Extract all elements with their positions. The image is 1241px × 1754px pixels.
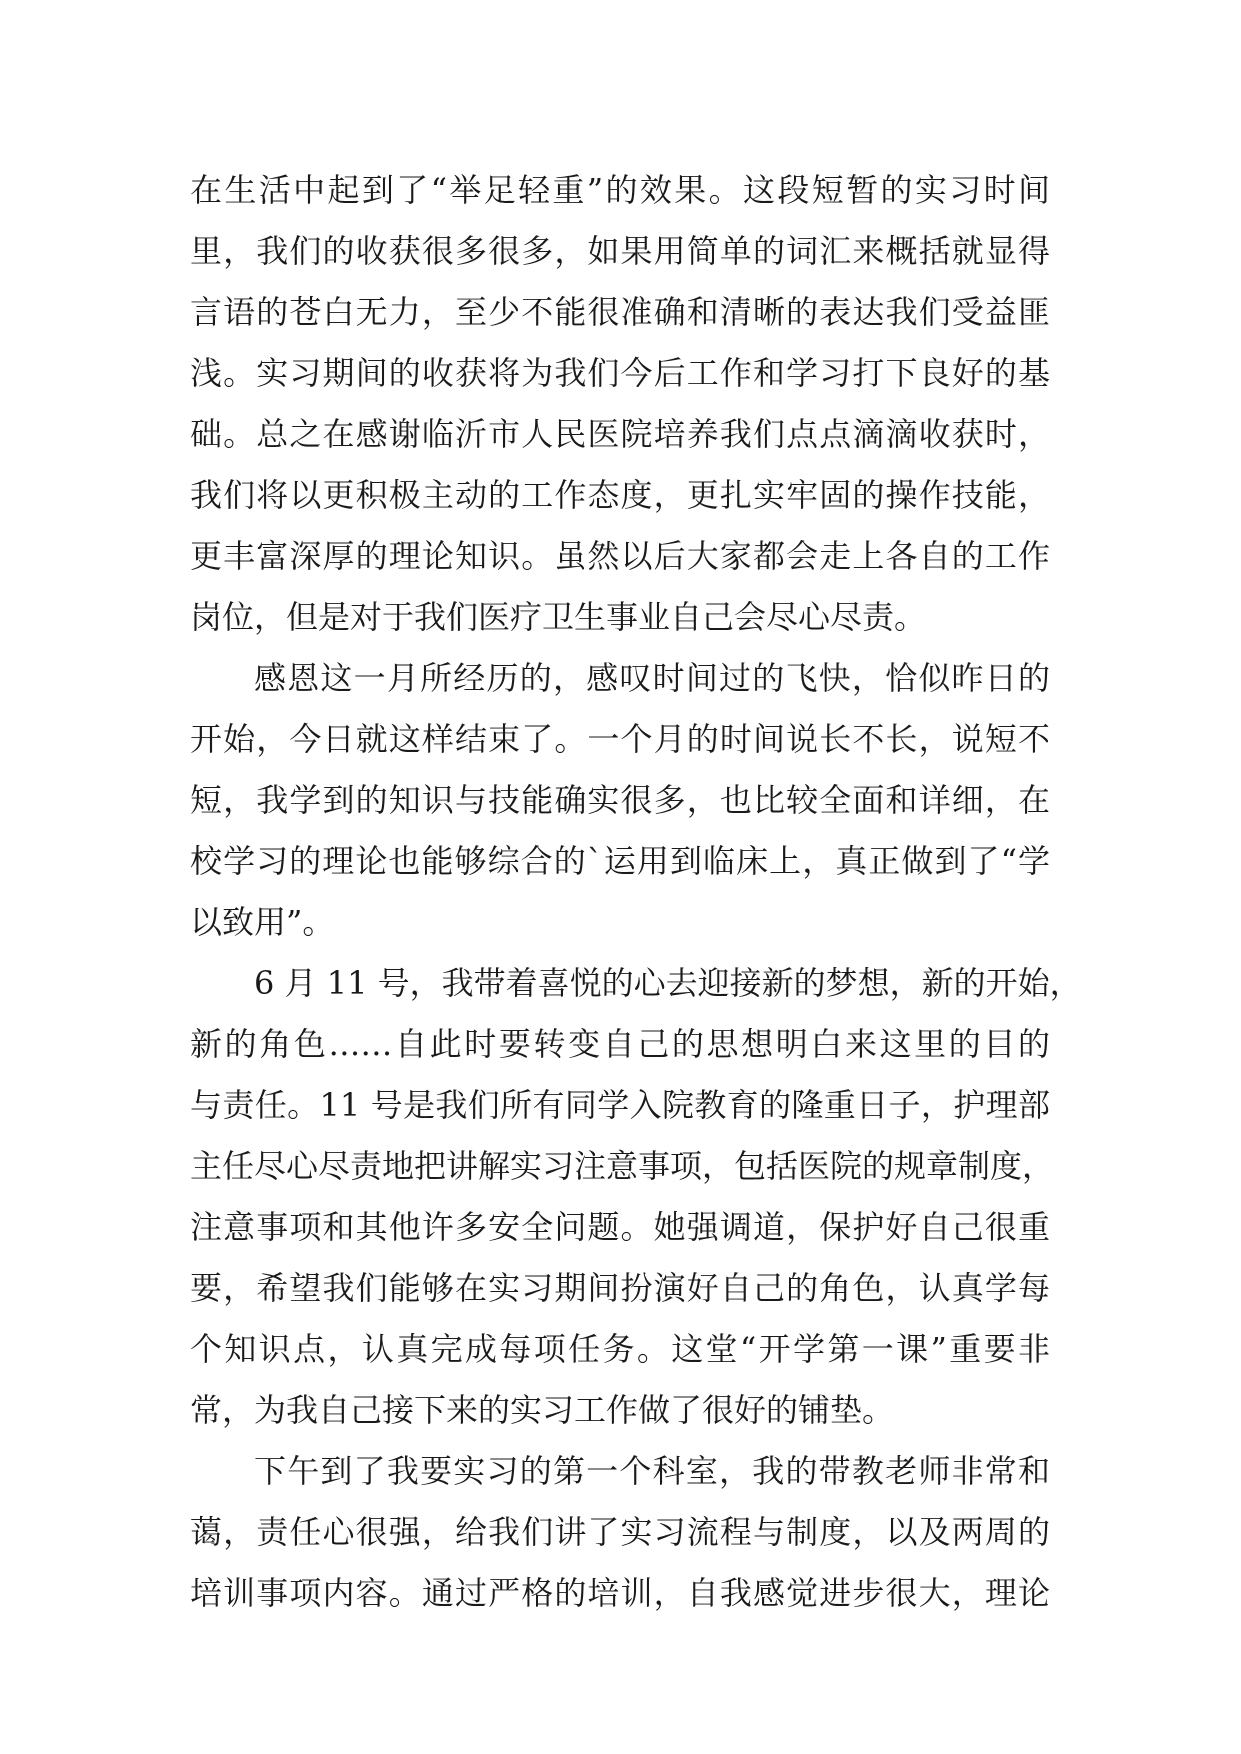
text-line: 浅。实习期间的收获将为我们今后工作和学习打下良好的基: [190, 354, 1050, 392]
text-line: 主任尽心尽责地把讲解实习注意事项，包括医院的规章制度，: [190, 1147, 1055, 1185]
paragraph-4: [190, 1441, 1050, 1624]
text-line: 个知识点，认真完成每项任务。这堂“开学第一课”重要非: [190, 1330, 1050, 1368]
text-line: 我们将以更积极主动的工作态度，更扎实牢固的操作技能，: [190, 476, 1050, 514]
paragraph-1: [190, 160, 1050, 648]
text-line: 培训事项内容。通过严格的培训，自我感觉进步很大，理论: [190, 1574, 1050, 1612]
document-body: [190, 160, 1082, 1624]
text-line: 下午到了我要实习的第一个科室，我的带教老师非常和: [254, 1452, 1050, 1490]
text-line: 要，希望我们能够在实习期间扮演好自己的角色，认真学每: [190, 1269, 1050, 1307]
text-line: 校学习的理论也能够综合的`运用到临床上，真正做到了“学: [190, 842, 1050, 880]
text-line: 新的角色……自此时要转变自己的思想明白来这里的目的: [190, 1025, 1050, 1063]
text-line: 开始，今日就这样结束了。一个月的时间说长不长，说短不: [190, 720, 1050, 758]
text-line: 础。总之在感谢临沂市人民医院培养我们点点滴滴收获时，: [190, 415, 1050, 453]
paragraph-2: [190, 648, 1050, 953]
text-line: 以致用”。: [190, 903, 335, 941]
text-line: 与责任。11 号是我们所有同学入院教育的隆重日子，护理部: [190, 1086, 1050, 1124]
text-line: 言语的苍白无力，至少不能很准确和清晰的表达我们受益匪: [190, 293, 1050, 331]
text-line: 在生活中起到了“举足轻重”的效果。这段短暂的实习时间: [190, 171, 1050, 209]
text-line: 短，我学到的知识与技能确实很多，也比较全面和详细，在: [190, 781, 1050, 819]
paragraph-3: [190, 953, 1082, 1441]
text-line: 注意事项和其他许多安全问题。她强调道，保护好自己很重: [190, 1208, 1050, 1246]
text-line: 感恩这一月所经历的，感叹时间过的飞快，恰似昨日的: [254, 659, 1050, 697]
text-line: 6 月 11 号，我带着喜悦的心去迎接新的梦想，新的开始，: [254, 964, 1082, 1002]
text-line: 常，为我自己接下来的实习工作做了很好的铺垫。: [190, 1391, 895, 1429]
text-line: 更丰富深厚的理论知识。虽然以后大家都会走上各自的工作: [190, 537, 1050, 575]
text-line: 岗位，但是对于我们医疗卫生事业自己会尽心尽责。: [190, 598, 927, 636]
text-line: 蔼，责任心很强，给我们讲了实习流程与制度，以及两周的: [190, 1513, 1050, 1551]
text-line: 里，我们的收获很多很多，如果用简单的词汇来概括就显得: [190, 232, 1050, 270]
